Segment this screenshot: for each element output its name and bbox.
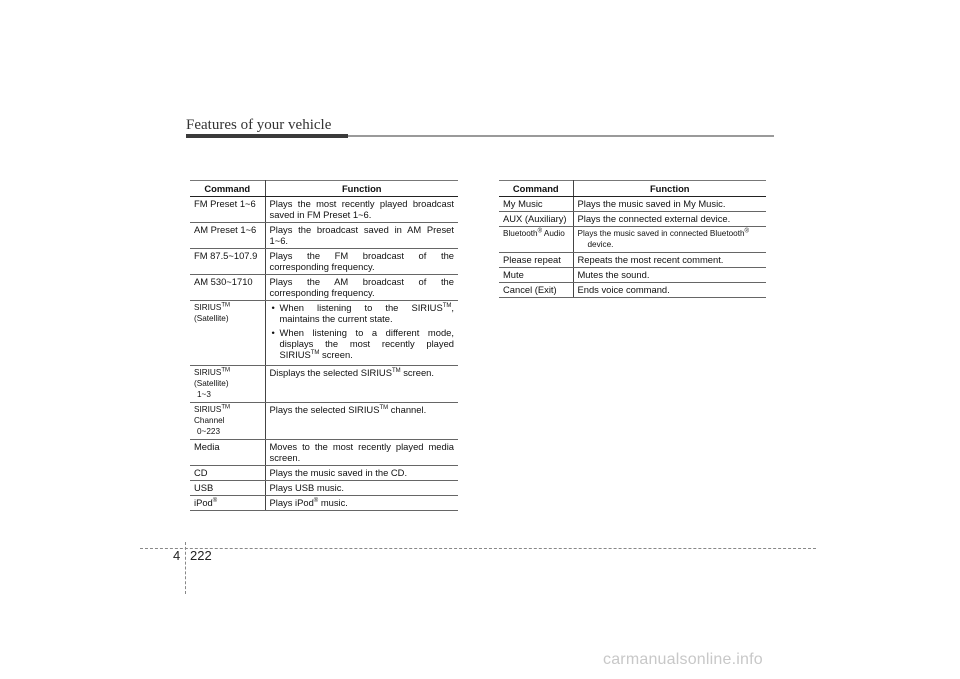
bullet-text: When listening to a different mode, displays the most recently played SIRIUS [279, 327, 454, 360]
command-text: SIRIUS [194, 368, 222, 377]
command-text-rest: Audio [542, 229, 565, 238]
function-text: Plays the selected SIRIUS [269, 404, 380, 415]
bullet-text-rest: screen. [319, 349, 353, 360]
table-row [499, 268, 766, 283]
command-cell: Cancel (Exit) [499, 283, 573, 298]
command-cell [190, 403, 265, 440]
table-header-row [190, 181, 458, 197]
table-row [499, 253, 766, 268]
trademark-mark: TM [221, 367, 230, 374]
table-row [190, 366, 458, 403]
command-text: iPod [194, 497, 213, 508]
function-cell: Mutes the sound. [573, 268, 766, 283]
function-text: Plays iPod [269, 497, 314, 508]
command-cell: My Music [499, 197, 573, 212]
function-text-rest: channel. [388, 404, 427, 415]
function-cell: Plays the broadcast saved in AM Preset 1~6. [265, 223, 458, 249]
table-row [499, 283, 766, 298]
column-header-command: Command [190, 181, 265, 197]
page-header-title: Features of your vehicle [186, 117, 332, 133]
function-cell: Plays the music saved in the CD. [265, 466, 458, 481]
bullet-text: When listening to the SIRIUS [279, 302, 443, 313]
trademark-mark: TM [379, 404, 389, 411]
function-cell: Plays USB music. [265, 481, 458, 496]
table-row [190, 275, 458, 301]
bullet-item [270, 302, 455, 324]
header-rule-dark [186, 134, 348, 138]
footer-dotted-divider [185, 542, 186, 594]
function-cell: Plays the most recently played broadcast saved in FM Preset 1~6. [265, 197, 458, 223]
function-text: Plays the music saved in connected Bluetooth [577, 229, 745, 238]
command-cell: Media [190, 440, 265, 466]
function-cell [265, 496, 458, 511]
trademark-mark: TM [310, 349, 320, 356]
trademark-mark: TM [221, 404, 230, 411]
command-text-rest: (Satellite) [194, 314, 229, 323]
command-text-rest: Channel [194, 416, 225, 425]
table-row [190, 197, 458, 223]
table-row [190, 223, 458, 249]
watermark: carmanualsonline.info [603, 651, 763, 668]
page-number: 222 [190, 548, 212, 563]
chapter-number: 4 [173, 548, 181, 563]
header-rule-light [348, 135, 774, 137]
function-cell: Plays the music saved in My Music. [573, 197, 766, 212]
table-row [190, 496, 458, 511]
command-cell: Mute [499, 268, 573, 283]
command-cell: Please repeat [499, 253, 573, 268]
table-row [190, 481, 458, 496]
trademark-mark: TM [391, 367, 401, 374]
registered-mark: ® [313, 497, 319, 504]
column-header-command: Command [499, 181, 573, 197]
table-row [499, 197, 766, 212]
function-cell: Ends voice command. [573, 283, 766, 298]
command-cell: AM Preset 1~6 [190, 223, 265, 249]
command-cell [190, 366, 265, 403]
table-row [190, 249, 458, 275]
command-cell: CD [190, 466, 265, 481]
table-row [190, 301, 458, 366]
table-row [190, 403, 458, 440]
function-cell [265, 403, 458, 440]
function-cell [573, 227, 766, 253]
voice-command-table-right [499, 180, 766, 298]
function-text: Displays the selected SIRIUS [269, 367, 392, 378]
function-cell: Moves to the most recently played media screen. [265, 440, 458, 466]
bullet-item [270, 327, 455, 360]
command-cell [190, 496, 265, 511]
table-row [190, 466, 458, 481]
function-cell: Plays the connected external device. [573, 212, 766, 227]
command-cell: FM Preset 1~6 [190, 197, 265, 223]
registered-mark: ® [537, 228, 543, 235]
footer-dotted-rule [140, 548, 816, 549]
table-header-row [499, 181, 766, 197]
command-cell: AUX (Auxiliary) [499, 212, 573, 227]
registered-mark: ® [744, 228, 749, 235]
registered-mark: ® [212, 497, 218, 504]
function-cell: Repeats the most recent comment. [573, 253, 766, 268]
command-cell [499, 227, 573, 253]
trademark-mark: TM [442, 302, 452, 309]
function-cell [265, 301, 458, 366]
command-cell [190, 301, 265, 366]
function-cell: Plays the AM broadcast of the corresponding frequency. [265, 275, 458, 301]
command-cell: AM 530~1710 [190, 275, 265, 301]
command-text: SIRIUS [194, 405, 222, 414]
command-range: 1~3 [197, 390, 211, 399]
function-cell: Plays the FM broadcast of the corresponding frequency. [265, 249, 458, 275]
function-text-rest: device. [587, 240, 614, 249]
column-header-function: Function [573, 181, 766, 197]
bullet-text-rest: , maintains the current state. [279, 302, 454, 324]
column-header-function: Function [265, 181, 458, 197]
trademark-mark: TM [221, 302, 230, 309]
voice-command-table-left [190, 180, 458, 511]
function-cell [265, 366, 458, 403]
command-cell: FM 87.5~107.9 [190, 249, 265, 275]
command-range: 0~223 [197, 427, 220, 436]
function-text-rest: music. [318, 497, 348, 508]
table-row [190, 440, 458, 466]
command-text: SIRIUS [194, 303, 222, 312]
table-row [499, 227, 766, 253]
command-text-rest: (Satellite) [194, 379, 229, 388]
function-text-rest: screen. [400, 367, 434, 378]
command-cell: USB [190, 481, 265, 496]
command-text: Bluetooth [503, 229, 538, 238]
table-row [499, 212, 766, 227]
